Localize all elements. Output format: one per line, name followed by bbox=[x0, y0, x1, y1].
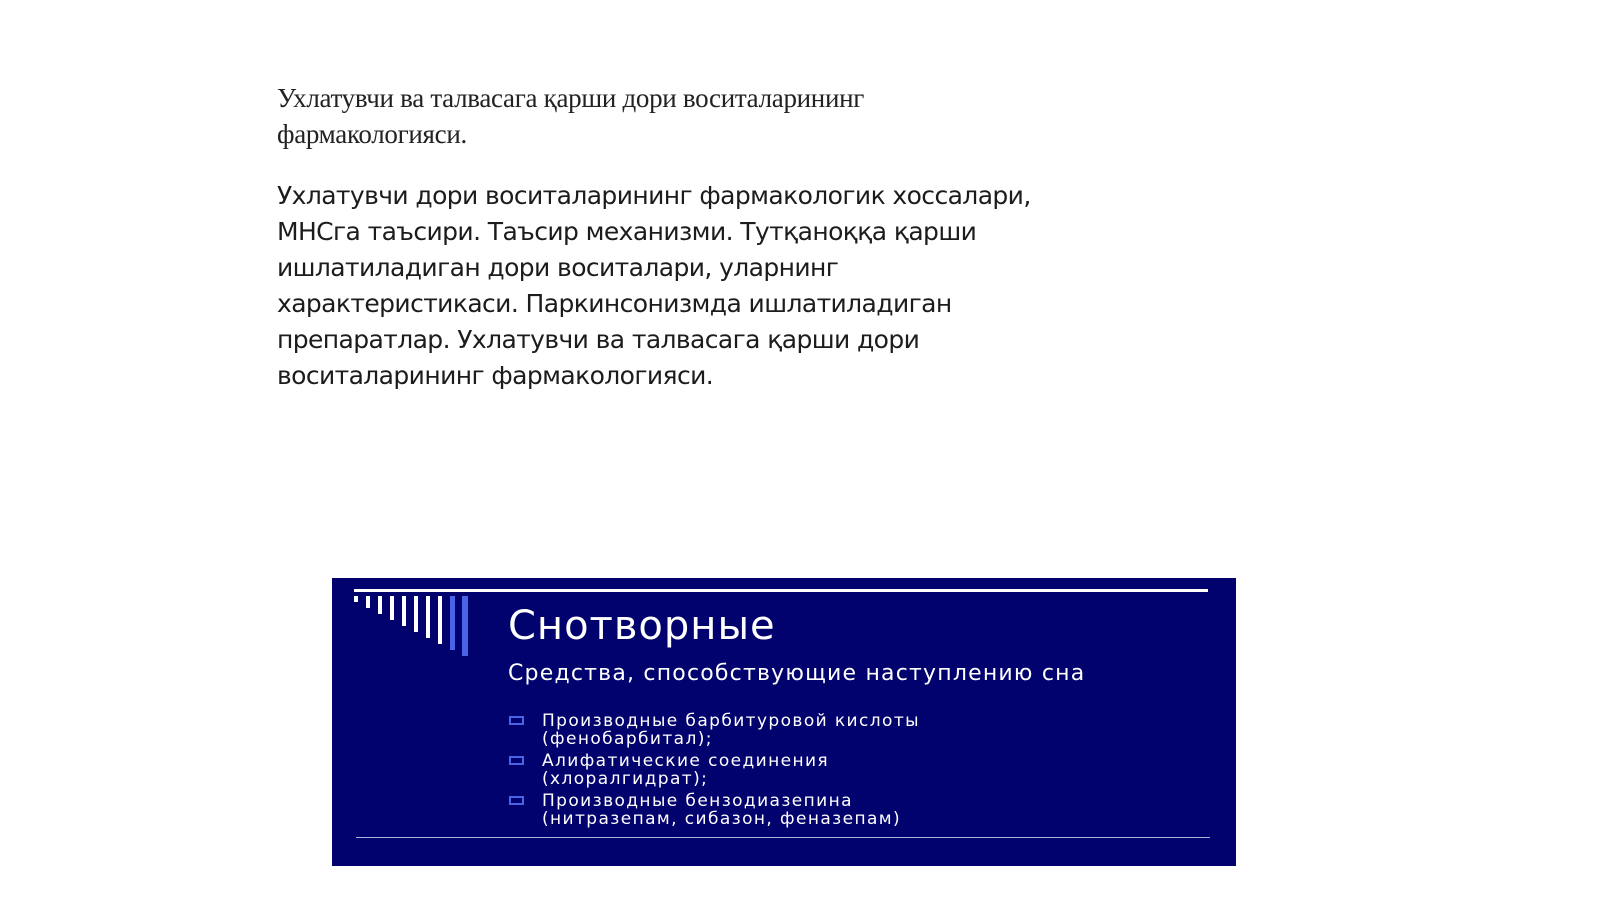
slide-list-item bbox=[508, 792, 1208, 828]
slide-image bbox=[332, 578, 1236, 866]
slide-list-item bbox=[508, 712, 1208, 748]
slide-top-divider bbox=[354, 589, 1208, 592]
slide-list-item-line: Производные барбитуровой кислоты bbox=[542, 711, 920, 731]
slide-list-item-line: (хлоралгидрат); bbox=[542, 769, 709, 789]
slide-list-item-line: (нитразепам, сибазон, феназепам) bbox=[542, 809, 902, 829]
slide-heading: Снотворные bbox=[508, 603, 776, 649]
slide-bottom-divider bbox=[356, 837, 1210, 838]
slide-list-item-line: Алифатические соединения bbox=[542, 751, 830, 771]
decorative-bars-icon bbox=[354, 596, 484, 656]
slide-list-item-line: (фенобарбитал); bbox=[542, 729, 713, 749]
square-bullet-icon bbox=[509, 716, 524, 725]
slide-list bbox=[508, 712, 1208, 832]
square-bullet-icon bbox=[509, 756, 524, 765]
slide-list-item bbox=[508, 752, 1208, 788]
document-title: Ухлатувчи ва талвасага қарши дори воситаларининг фармакологияси. bbox=[277, 83, 865, 149]
slide-subheading: Средства, способствующие наступлению сна bbox=[508, 661, 1086, 686]
slide-list-item-line: Производные бензодиазепина bbox=[542, 791, 853, 811]
square-bullet-icon bbox=[509, 796, 524, 805]
document-body: Ухлатувчи дори воситаларининг фармакологик хоссалари, МНСга таъсири. Таъсир механизми. Тутқаноққа қарши ишлатиладиган дори воситалари, уларнинг характеристикаси. Паркинсонизмда ишлатиладиган препаратлар. Ухлатувчи ва талвасага қарши дори воситаларининг фармакологияси. bbox=[277, 181, 1031, 390]
